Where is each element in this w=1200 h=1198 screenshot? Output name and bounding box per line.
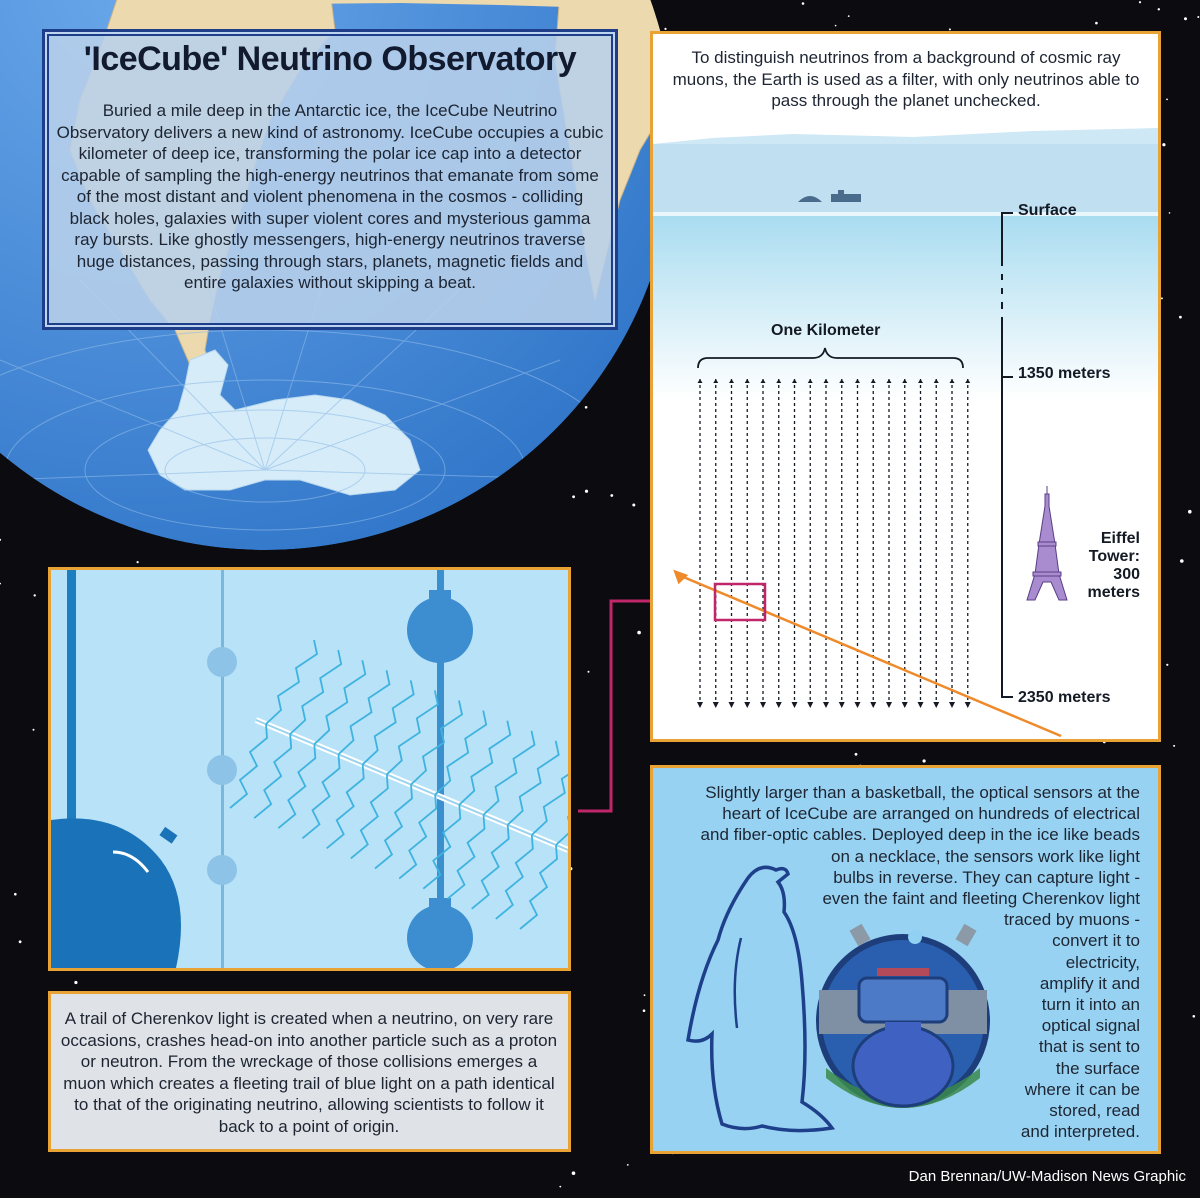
star [1166,664,1168,666]
star [1166,99,1168,101]
sensor-text-line: the surface [1055,1058,1140,1078]
star [585,490,588,493]
sensor-text-line: traced by muons - [1003,910,1140,930]
star [637,631,641,635]
star [19,940,22,943]
sensor-text-line: turn it into an [1041,995,1140,1015]
surface-station-building [831,194,861,202]
depth-label-bottom: 2350 meters [1018,689,1111,706]
star [1188,510,1192,514]
star [664,28,666,30]
star [33,729,35,731]
sensor-text-line: electricity, [1065,952,1140,972]
star [1180,559,1184,563]
star [572,1171,576,1175]
sensor-text-line: on a necklace, the sensors work like light [831,846,1140,866]
star [855,753,858,756]
star [1162,143,1165,146]
star [923,759,926,762]
page-title: 'IceCube' Neutrino Observatory [83,40,577,78]
ice-body [653,216,1158,739]
credit-line: Dan Brennan/UW-Madison News Graphic [908,1168,1186,1185]
star [572,495,575,498]
sensor-text-line: even the faint and fleeting Cherenkov light [822,889,1140,909]
sensor-text-line: Slightly larger than a basketball, the optical sensors at the [705,783,1140,802]
star [1193,1015,1196,1018]
star [1184,17,1187,20]
star [1169,212,1171,214]
depth-label-surface: Surface [1018,202,1077,219]
star [1161,297,1163,299]
sensor-text-line: that is sent to [1038,1037,1140,1057]
star [585,406,588,409]
star [34,594,36,596]
sensor-text [660,782,1140,1142]
eiffel-label [1070,530,1140,602]
detector-diagram [653,34,1158,739]
star [848,15,850,17]
sensor-text-line: stored, read [1049,1101,1140,1121]
sensor-text-line: and interpreted. [1020,1122,1140,1142]
star [1158,8,1160,10]
eiffel-label-line: Tower: [1088,548,1140,565]
depth-label-top: 1350 meters [1018,365,1111,382]
star [610,494,613,497]
eiffel-label-line: Eiffel [1100,530,1140,547]
star [1197,16,1199,18]
star [1179,316,1182,319]
sensor-text-line: where it can be [1024,1079,1140,1099]
star [74,981,77,984]
cable-near [67,570,76,830]
sensor-text-line: optical signal [1041,1016,1140,1036]
star [627,1164,629,1166]
filter-text: To distinguish neutrinos from a background of cosmic ray muons, the Earth is used as a filter, with only neutrinos able to pass through the planet unchecked. [672,48,1140,110]
sensor-text-line: amplify it and [1039,973,1140,993]
star [14,893,17,896]
star [643,1009,646,1012]
star [1095,22,1098,25]
sensor-text-line: bulbs in reverse. They can capture light - [833,867,1140,887]
star [835,25,837,27]
star [1139,1,1141,3]
width-label: One Kilometer [771,322,881,339]
cherenkov-text: A trail of Cherenkov light is created when a neutrino, on very rare occasions, crashes head-on into another particle such as a proton or neutron. From the wreckage of those collisions emerges a muon which creates a fleeting trail of blue light on a path identical to that of the originating neutrino, allowing scientists to follow it back to a point of origin. [60,1009,558,1136]
star [559,1186,561,1188]
star [588,671,590,673]
star [632,504,635,507]
intro-text: Buried a mile deep in the Antarctic ice, the IceCube Neutrino Observatory delivers a new kind of astronomy. IceCube occupies a cubic kilometer of deep ice, transforming the polar ice cap into a detector capable of sampling the high-energy neutrinos that emanate from some of the most distant and violent phenomena in the cosmos - colliding black holes, galaxies with super violent cores and mysterious gamma ray bursts. Like ghostly messengers, high-energy neutrinos traverse huge distances, passing through stars, planets, magnetic fields and entire galaxies without skipping a beat. [56,101,604,292]
eiffel-label-line: 300 [1113,566,1140,583]
star [644,994,646,996]
sensor-text-line: heart of IceCube are arranged on hundreds of electrical [722,804,1140,824]
star [137,561,139,563]
star [1173,745,1175,747]
eiffel-label-line: meters [1087,584,1140,601]
sensor-text-line: convert it to [1052,931,1140,951]
star [802,2,805,5]
cherenkov-diagram [51,570,568,968]
sensor-text-line: and fiber-optic cables. Deployed deep in the ice like beads [700,825,1140,845]
